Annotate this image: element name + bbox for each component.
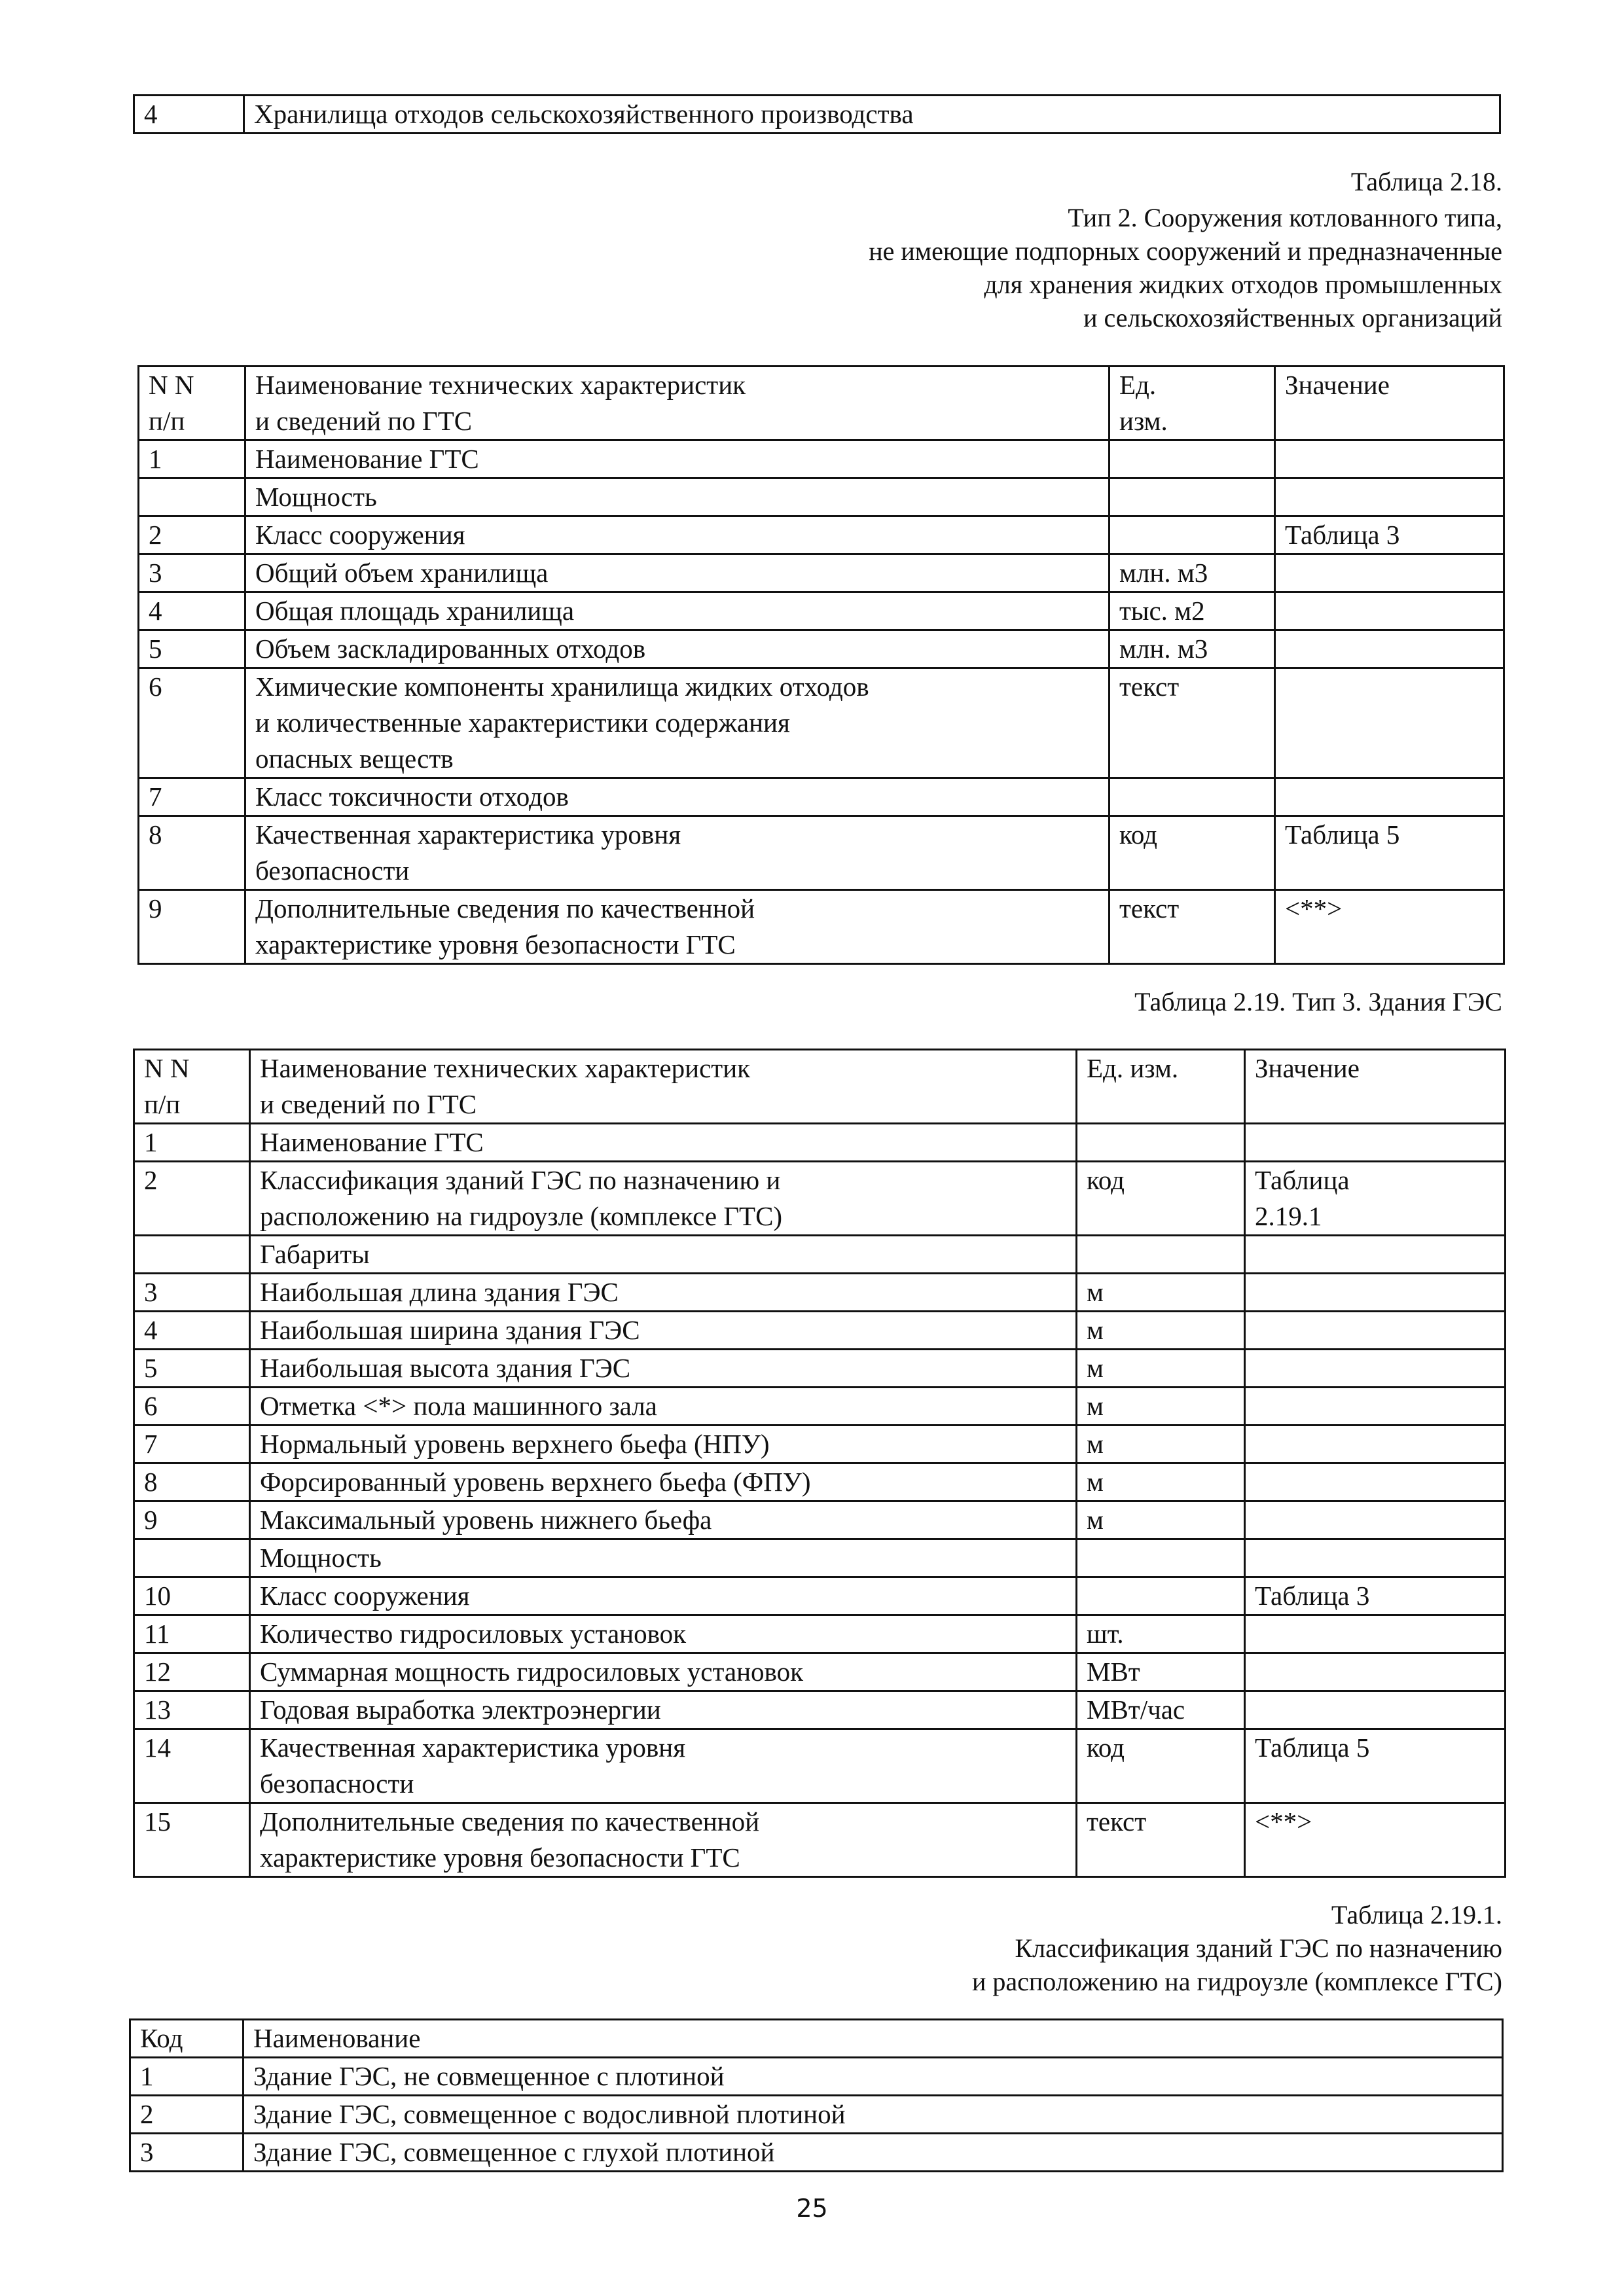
cell-value	[1275, 668, 1504, 778]
cell-unit: шт.	[1077, 1615, 1245, 1653]
cell-unit	[1077, 1236, 1245, 1274]
cell-value	[1245, 1653, 1506, 1691]
cell-num: 14	[134, 1729, 250, 1803]
cell-value: Таблица 2.19.1	[1245, 1162, 1506, 1236]
table-row	[134, 1653, 1506, 1691]
cell-value	[1275, 554, 1504, 592]
cell-name: Наибольшая длина здания ГЭС	[250, 1274, 1077, 1312]
cell-unit: м	[1077, 1274, 1245, 1312]
cell-unit: млн. м3	[1110, 630, 1275, 668]
cell-unit: текст	[1110, 668, 1275, 778]
cell-num: 13	[134, 1691, 250, 1729]
cell-num: 7	[139, 778, 245, 816]
cell-unit: м	[1077, 1463, 1245, 1501]
cell-value: Таблица 5	[1245, 1729, 1506, 1803]
table-row	[134, 1162, 1506, 1236]
cell-num: 3	[139, 554, 245, 592]
cell-num: 3	[134, 1274, 250, 1312]
cell-value	[1275, 592, 1504, 630]
table-row	[139, 630, 1504, 668]
table-row	[139, 668, 1504, 778]
cell-value	[1245, 1388, 1506, 1426]
header-num: N N п/п	[139, 367, 245, 440]
cell-name: Класс сооружения	[250, 1577, 1077, 1615]
cell-num: 5	[134, 1350, 250, 1388]
cell-value	[1245, 1691, 1506, 1729]
table-row	[134, 1388, 1506, 1426]
cell-num: 2	[134, 1162, 250, 1236]
page-number: 25	[796, 2194, 828, 2223]
table-row	[139, 478, 1504, 516]
cell-value	[1245, 1312, 1506, 1350]
cell-unit: код	[1077, 1729, 1245, 1803]
table-header-row	[139, 367, 1504, 440]
cell-unit	[1110, 516, 1275, 554]
cell-unit	[1077, 1577, 1245, 1615]
cell-num: 6	[134, 1388, 250, 1426]
cell-value	[1275, 778, 1504, 816]
table-row	[139, 554, 1504, 592]
cell-unit: м	[1077, 1312, 1245, 1350]
cell-code: 1	[130, 2058, 244, 2096]
cell-name: Общая площадь хранилища	[245, 592, 1110, 630]
cell-num: 8	[134, 1463, 250, 1501]
table-row	[134, 1426, 1506, 1463]
cell-num: 9	[139, 890, 245, 964]
table-2-18-number: Таблица 2.18.	[1350, 167, 1502, 196]
table-row	[139, 516, 1504, 554]
cell-name: Годовая выработка электроэнергии	[250, 1691, 1077, 1729]
cell-value	[1245, 1501, 1506, 1539]
cell-unit	[1110, 478, 1275, 516]
cell-value	[1245, 1615, 1506, 1653]
cell-name: Нормальный уровень верхнего бьефа (НПУ)	[250, 1426, 1077, 1463]
cell-num: 5	[139, 630, 245, 668]
cell-name: Мощность	[245, 478, 1110, 516]
cell-name: Общий объем хранилища	[245, 554, 1110, 592]
cell-unit: м	[1077, 1426, 1245, 1463]
cell-num: 1	[139, 440, 245, 478]
header-unit: Ед. изм.	[1077, 1050, 1245, 1124]
cell-value: Таблица 3	[1275, 516, 1504, 554]
cell-unit	[1077, 1539, 1245, 1577]
table-header-row	[130, 2020, 1503, 2058]
cell-unit: текст	[1110, 890, 1275, 964]
cell-unit	[1077, 1124, 1245, 1162]
cell-num: 1	[134, 1124, 250, 1162]
cell-name: Количество гидросиловых установок	[250, 1615, 1077, 1653]
cell-code: 2	[130, 2096, 244, 2134]
cell-name: Наибольшая высота здания ГЭС	[250, 1350, 1077, 1388]
cell-name: Класс токсичности отходов	[245, 778, 1110, 816]
cell-value	[1275, 478, 1504, 516]
cell-value	[1245, 1236, 1506, 1274]
cell-num: 12	[134, 1653, 250, 1691]
cell-value: <**>	[1275, 890, 1504, 964]
cell-num: 8	[139, 816, 245, 890]
table-2-19-caption: Таблица 2.19. Тип 3. Здания ГЭС	[1134, 987, 1502, 1016]
cell-name: Класс сооружения	[245, 516, 1110, 554]
table-row	[139, 816, 1504, 890]
cell-unit: тыс. м2	[1110, 592, 1275, 630]
cell-name: Габариты	[250, 1236, 1077, 1274]
cell-name: Суммарная мощность гидросиловых установок	[250, 1653, 1077, 1691]
cell-value: <**>	[1245, 1803, 1506, 1877]
table-row	[134, 1124, 1506, 1162]
cell-num: 4	[139, 592, 245, 630]
cell-value	[1245, 1350, 1506, 1388]
table-header-row	[134, 1050, 1506, 1124]
cell-num: 15	[134, 1803, 250, 1877]
header-code: Код	[130, 2020, 244, 2058]
table-2-19-1-caption: Таблица 2.19.1. Классификация зданий ГЭС по назначению и расположению на гидроузле (комплексе ГТС)	[971, 1900, 1502, 1996]
row-number: 4	[134, 96, 244, 134]
cell-name: Качественная характеристика уровня безопасности	[250, 1729, 1077, 1803]
header-value: Значение	[1275, 367, 1504, 440]
cell-name: Наименование ГТС	[250, 1124, 1077, 1162]
table-row	[130, 2058, 1503, 2096]
table-row	[134, 1350, 1506, 1388]
cell-unit: м	[1077, 1388, 1245, 1426]
cell-unit: текст	[1077, 1803, 1245, 1877]
cell-unit: млн. м3	[1110, 554, 1275, 592]
cell-name: Объем заскладированных отходов	[245, 630, 1110, 668]
cell-name: Качественная характеристика уровня безопасности	[245, 816, 1110, 890]
cell-num	[139, 478, 245, 516]
cell-num: 7	[134, 1426, 250, 1463]
cell-unit: МВт/час	[1077, 1691, 1245, 1729]
cell-value: Таблица 3	[1245, 1577, 1506, 1615]
table-2-18	[137, 365, 1505, 965]
cell-name: Химические компоненты хранилища жидких отходов и количественные характеристики содержания опасных веществ	[245, 668, 1110, 778]
cell-unit: код	[1110, 816, 1275, 890]
cell-num: 10	[134, 1577, 250, 1615]
table-row	[139, 440, 1504, 478]
cell-unit	[1110, 778, 1275, 816]
continuation-table	[133, 94, 1501, 134]
cell-num: 9	[134, 1501, 250, 1539]
table-row	[134, 1577, 1506, 1615]
table-row	[139, 778, 1504, 816]
cell-num	[134, 1236, 250, 1274]
cell-name: Здание ГЭС, совмещенное с водосливной плотиной	[244, 2096, 1503, 2134]
row-name: Хранилища отходов сельскохозяйственного производства	[244, 96, 1500, 134]
cell-name: Дополнительные сведения по качественной характеристике уровня безопасности ГТС	[245, 890, 1110, 964]
table-row	[134, 1729, 1506, 1803]
header-value: Значение	[1245, 1050, 1506, 1124]
table-row	[130, 2096, 1503, 2134]
cell-unit: м	[1077, 1350, 1245, 1388]
table-row	[134, 1463, 1506, 1501]
cell-value	[1245, 1539, 1506, 1577]
table-row	[134, 1803, 1506, 1877]
cell-unit: код	[1077, 1162, 1245, 1236]
cell-unit	[1110, 440, 1275, 478]
header-name: Наименование технических характеристик и сведений по ГТС	[250, 1050, 1077, 1124]
cell-code: 3	[130, 2134, 244, 2172]
cell-unit: МВт	[1077, 1653, 1245, 1691]
table-2-19	[133, 1049, 1506, 1878]
table-row	[134, 1501, 1506, 1539]
cell-value: Таблица 5	[1275, 816, 1504, 890]
table-row	[134, 1615, 1506, 1653]
cell-name: Здание ГЭС, не совмещенное с плотиной	[244, 2058, 1503, 2096]
cell-num: 6	[139, 668, 245, 778]
header-num: N N п/п	[134, 1050, 250, 1124]
cell-value	[1275, 630, 1504, 668]
table-row	[134, 1236, 1506, 1274]
table-row	[130, 2134, 1503, 2172]
table-row	[139, 890, 1504, 964]
table-row	[139, 592, 1504, 630]
cell-num	[134, 1539, 250, 1577]
cell-num: 4	[134, 1312, 250, 1350]
cell-value	[1245, 1426, 1506, 1463]
table-row	[134, 1691, 1506, 1729]
cell-name: Наибольшая ширина здания ГЭС	[250, 1312, 1077, 1350]
cell-name: Классификация зданий ГЭС по назначению и расположению на гидроузле (комплексе ГТС)	[250, 1162, 1077, 1236]
cell-num: 11	[134, 1615, 250, 1653]
cell-name: Наименование ГТС	[245, 440, 1110, 478]
table-2-19-1	[129, 2018, 1504, 2172]
table-row	[134, 96, 1500, 134]
cell-unit: м	[1077, 1501, 1245, 1539]
cell-name: Мощность	[250, 1539, 1077, 1577]
cell-name: Здание ГЭС, совмещенное с глухой плотиной	[244, 2134, 1503, 2172]
table-2-18-title: Тип 2. Сооружения котлованного типа, не имеющие подпорных сооружений и предназначенные для хранения жидких отходов промышленных и сельскохозяйственных организаций	[869, 203, 1502, 332]
cell-value	[1245, 1463, 1506, 1501]
cell-value	[1245, 1124, 1506, 1162]
cell-value	[1275, 440, 1504, 478]
cell-name: Дополнительные сведения по качественной характеристике уровня безопасности ГТС	[250, 1803, 1077, 1877]
cell-name: Форсированный уровень верхнего бьефа (ФПУ)	[250, 1463, 1077, 1501]
header-name: Наименование	[244, 2020, 1503, 2058]
cell-name: Отметка <*> пола машинного зала	[250, 1388, 1077, 1426]
table-row	[134, 1539, 1506, 1577]
cell-name: Максимальный уровень нижнего бьефа	[250, 1501, 1077, 1539]
cell-value	[1245, 1274, 1506, 1312]
header-unit: Ед. изм.	[1110, 367, 1275, 440]
header-name: Наименование технических характеристик и сведений по ГТС	[245, 367, 1110, 440]
table-row	[134, 1274, 1506, 1312]
cell-num: 2	[139, 516, 245, 554]
table-row	[134, 1312, 1506, 1350]
